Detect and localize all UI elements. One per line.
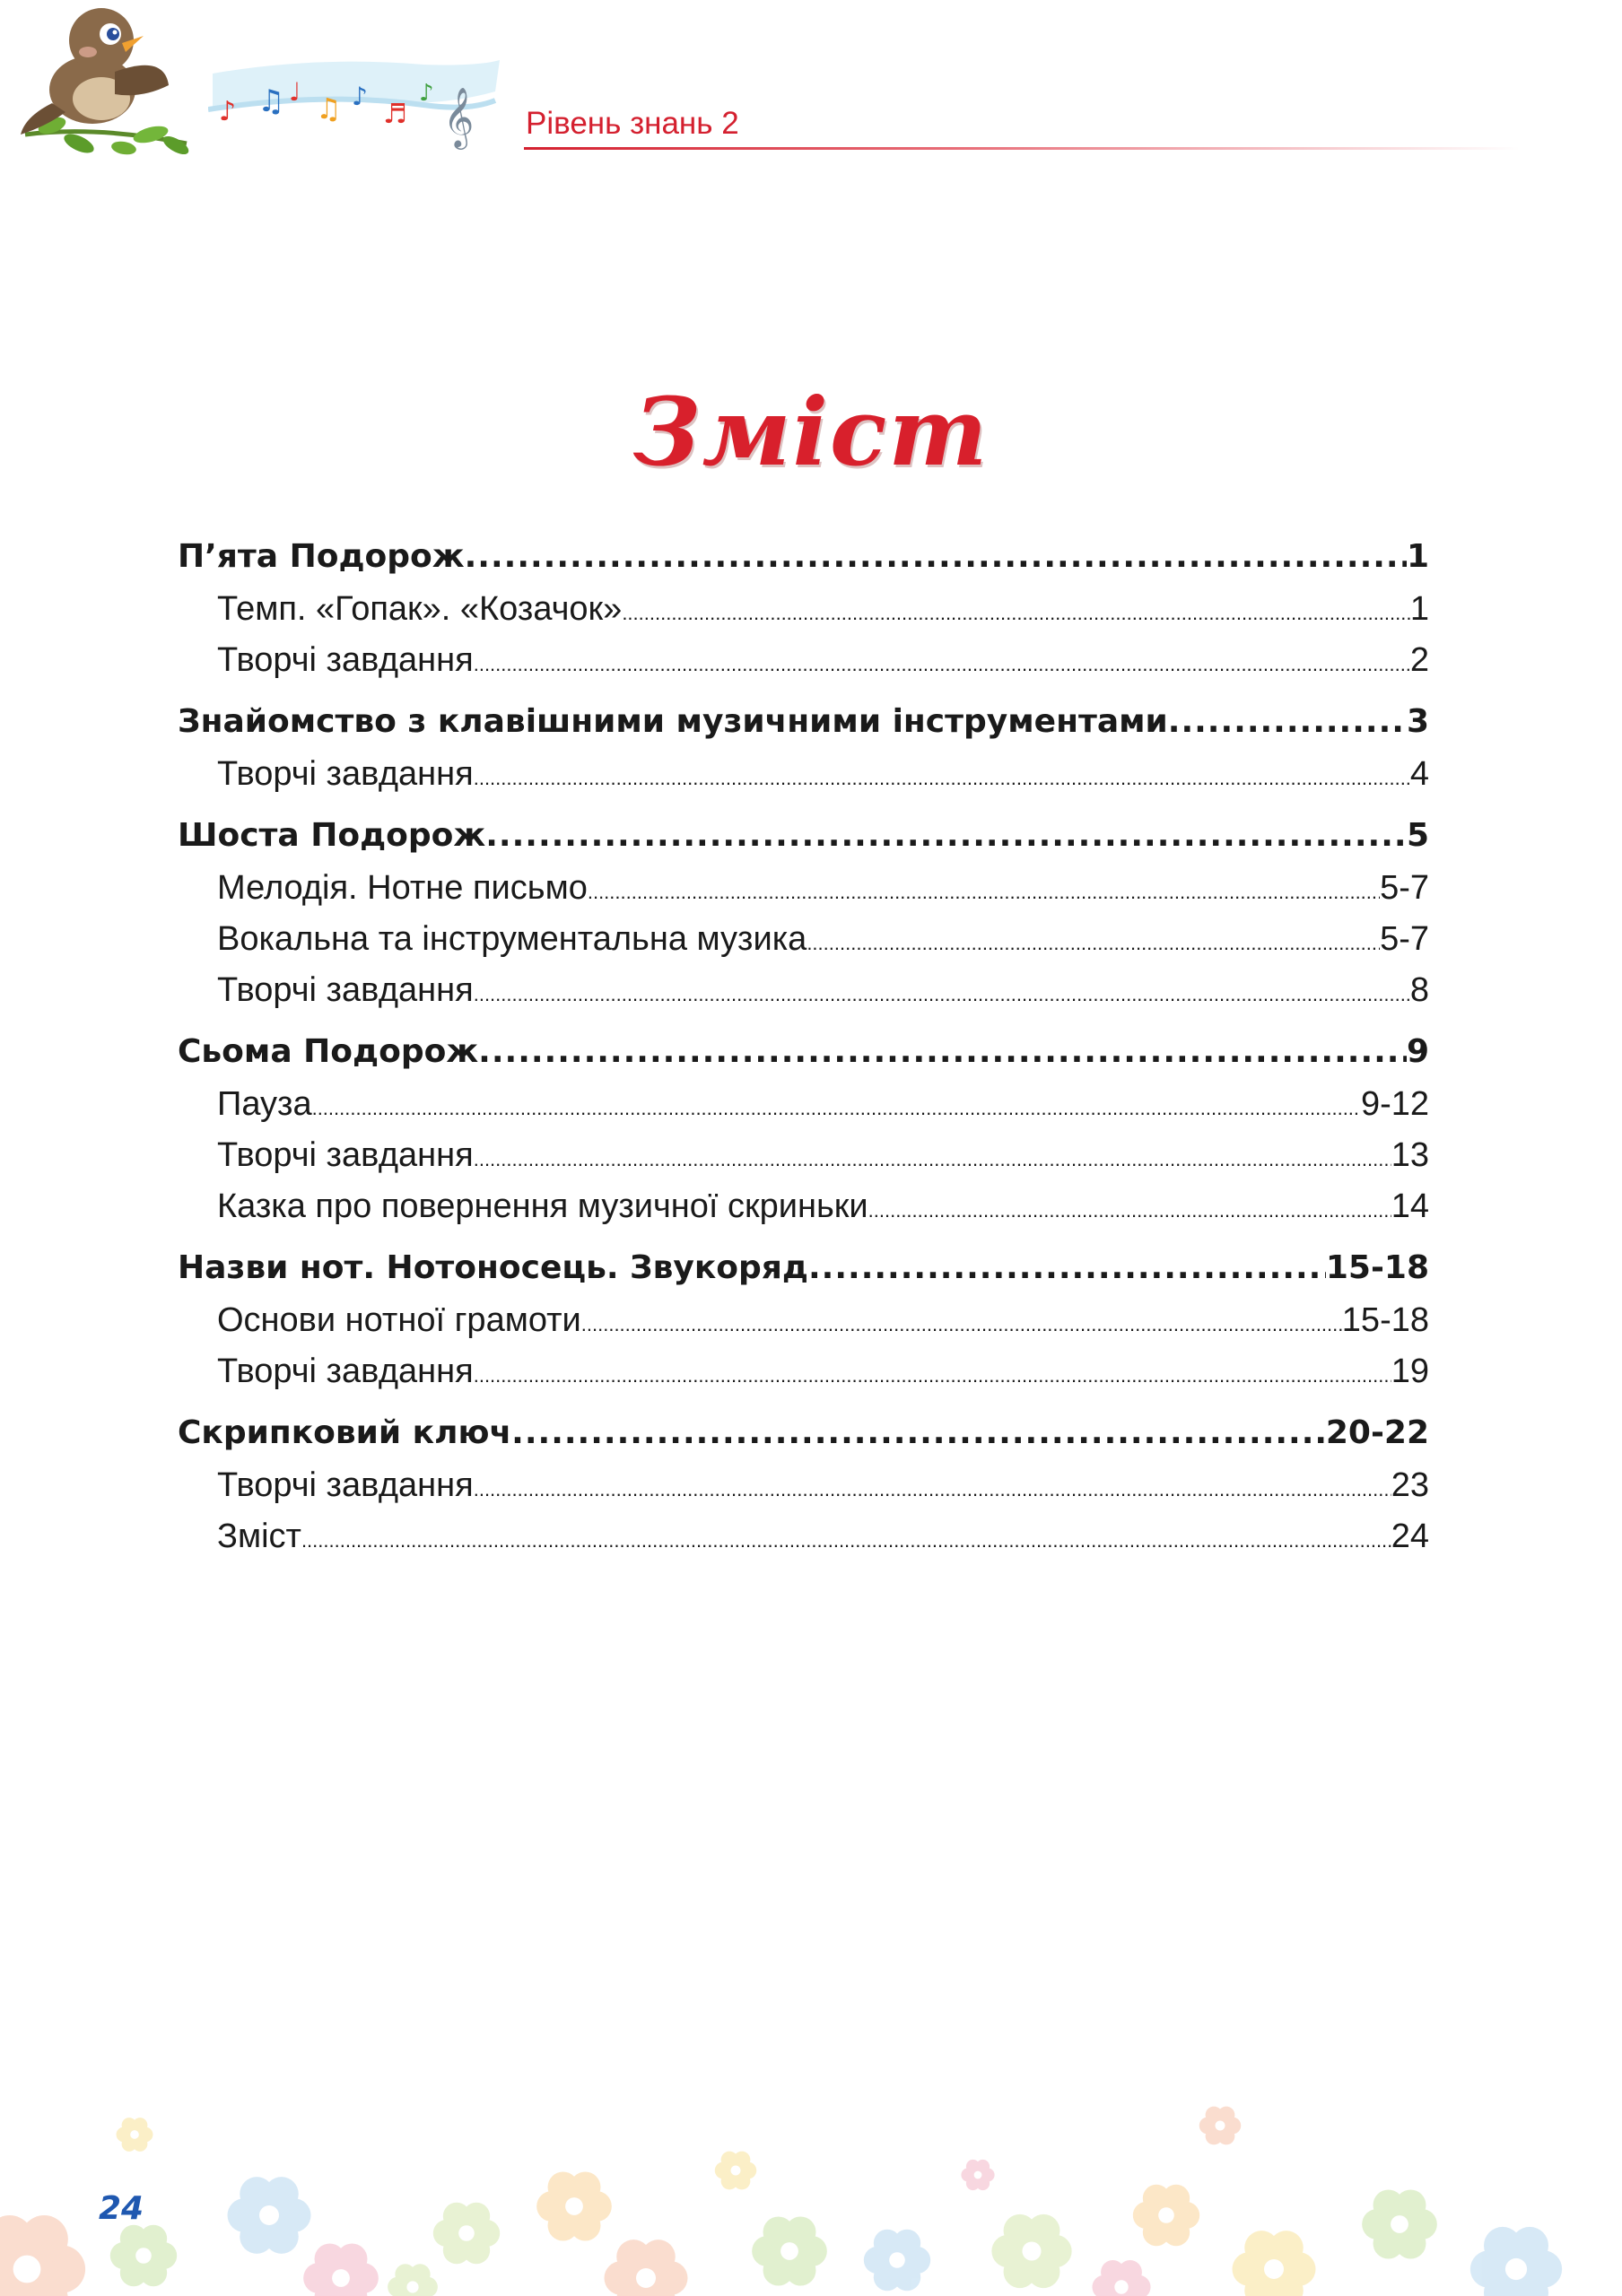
toc-entry-label: Назви нот. Нотоносець. Звукоряд	[178, 1249, 808, 1286]
toc-subsection-entry[interactable]	[178, 1352, 1429, 1404]
toc-entry-page: 20-22	[1325, 1414, 1429, 1451]
toc-dot-leader	[511, 1414, 1326, 1451]
toc-entry-page: 1	[1406, 538, 1429, 575]
toc-dot-leader	[868, 1199, 1391, 1222]
toc-section-entry[interactable]	[178, 1249, 1429, 1301]
toc-entry-label: Казка про повернення музичної скриньки	[217, 1187, 868, 1225]
toc-entry-label: Зміст	[217, 1518, 301, 1555]
toc-section-entry[interactable]	[178, 538, 1429, 590]
toc-entry-label: Творчі завдання	[217, 1466, 474, 1504]
toc-entry-page: 15-18	[1325, 1249, 1429, 1286]
toc-entry-label: Знайомство з клавішними музичними інструментами	[178, 703, 1168, 740]
toc-subsection-entry[interactable]	[178, 869, 1429, 920]
svg-text:♬: ♬	[383, 99, 407, 130]
svg-text:𝄞: 𝄞	[443, 86, 475, 147]
toc-entry-page: 15-18	[1341, 1301, 1429, 1339]
toc-entry-label: Темп. «Гопак». «Козачок»	[217, 590, 623, 628]
toc-subsection-entry[interactable]	[178, 1301, 1429, 1352]
toc-entry-page: 4	[1409, 755, 1429, 793]
music-notes-banner-icon	[208, 56, 504, 154]
toc-dot-leader	[808, 1249, 1326, 1286]
toc-section-entry[interactable]	[178, 703, 1429, 755]
toc-dot-leader	[474, 767, 1410, 790]
toc-section-entry[interactable]	[178, 1414, 1429, 1466]
toc-entry-label: Мелодія. Нотне письмо	[217, 869, 588, 907]
toc-subsection-entry[interactable]	[178, 1085, 1429, 1136]
toc-entry-page: 9	[1406, 1033, 1429, 1070]
header-divider	[524, 147, 1520, 150]
toc-entry-page: 5-7	[1380, 869, 1429, 907]
toc-dot-leader	[1168, 703, 1407, 740]
toc-dot-leader	[465, 538, 1407, 575]
toc-dot-leader	[474, 983, 1410, 1006]
toc-entry-page: 1	[1409, 590, 1429, 628]
toc-entry-page: 23	[1391, 1466, 1429, 1504]
toc-entry-label: Пауза	[217, 1085, 312, 1123]
toc-subsection-entry[interactable]	[178, 971, 1429, 1022]
toc-entry-label: Скрипковий ключ	[178, 1414, 512, 1451]
toc-subsection-entry[interactable]	[178, 1136, 1429, 1187]
flower-pattern-decoration	[0, 2099, 1622, 2296]
toc-entry-label: Сьома Подорож	[178, 1033, 479, 1070]
toc-subsection-entry[interactable]	[178, 755, 1429, 806]
toc-subsection-entry[interactable]	[178, 641, 1429, 692]
toc-dot-leader	[588, 881, 1380, 904]
toc-dot-leader	[474, 1364, 1391, 1387]
toc-dot-leader	[485, 817, 1407, 854]
sparrow-on-branch-icon	[16, 0, 196, 161]
toc-entry-label: Творчі завдання	[217, 755, 474, 793]
toc-entry-label: П’ята Подорож	[178, 538, 465, 575]
toc-dot-leader	[301, 1529, 1391, 1552]
svg-text:♪: ♪	[352, 82, 368, 111]
toc-entry-page: 19	[1391, 1352, 1429, 1390]
toc-entry-page: 13	[1391, 1136, 1429, 1174]
toc-entry-label: Основи нотної грамоти	[217, 1301, 581, 1339]
svg-text:♪: ♪	[219, 96, 237, 127]
toc-entry-page: 24	[1391, 1518, 1429, 1555]
svg-text:♪: ♪	[419, 80, 434, 107]
toc-dot-leader	[312, 1097, 1361, 1120]
toc-entry-page: 9-12	[1360, 1085, 1429, 1123]
toc-subsection-entry[interactable]	[178, 1187, 1429, 1239]
toc-dot-leader	[474, 653, 1410, 676]
toc-entry-label: Творчі завдання	[217, 1352, 474, 1390]
toc-subsection-entry[interactable]	[178, 920, 1429, 971]
toc-dot-leader	[474, 1478, 1391, 1501]
toc-entry-page: 8	[1409, 971, 1429, 1009]
toc-entry-label: Творчі завдання	[217, 971, 474, 1009]
table-of-contents	[178, 538, 1429, 1569]
toc-entry-page: 5-7	[1380, 920, 1429, 958]
toc-section-entry[interactable]	[178, 1033, 1429, 1085]
toc-dot-leader	[478, 1033, 1407, 1070]
page-number: 24	[99, 2190, 144, 2227]
svg-text:♩: ♩	[289, 77, 301, 107]
svg-text:♫: ♫	[316, 91, 342, 126]
toc-entry-page: 2	[1409, 641, 1429, 679]
toc-dot-leader	[581, 1313, 1342, 1336]
toc-subsection-entry[interactable]	[178, 1466, 1429, 1518]
toc-subsection-entry[interactable]	[178, 590, 1429, 641]
toc-entry-page: 5	[1406, 817, 1429, 854]
toc-entry-page: 3	[1406, 703, 1429, 740]
toc-entry-label: Творчі завдання	[217, 1136, 474, 1174]
toc-dot-leader	[474, 1148, 1391, 1171]
page-title: Зміст	[632, 377, 990, 487]
toc-entry-label: Шоста Подорож	[178, 817, 486, 854]
section-header-title: Рівень знань 2	[526, 106, 739, 141]
toc-section-entry[interactable]	[178, 817, 1429, 869]
toc-entry-label: Творчі завдання	[217, 641, 474, 679]
toc-dot-leader	[807, 932, 1380, 955]
svg-text:♫: ♫	[257, 83, 285, 119]
toc-dot-leader	[622, 602, 1410, 625]
toc-entry-label: Вокальна та інструментальна музика	[217, 920, 807, 958]
toc-subsection-entry[interactable]	[178, 1518, 1429, 1569]
toc-entry-page: 14	[1391, 1187, 1429, 1225]
